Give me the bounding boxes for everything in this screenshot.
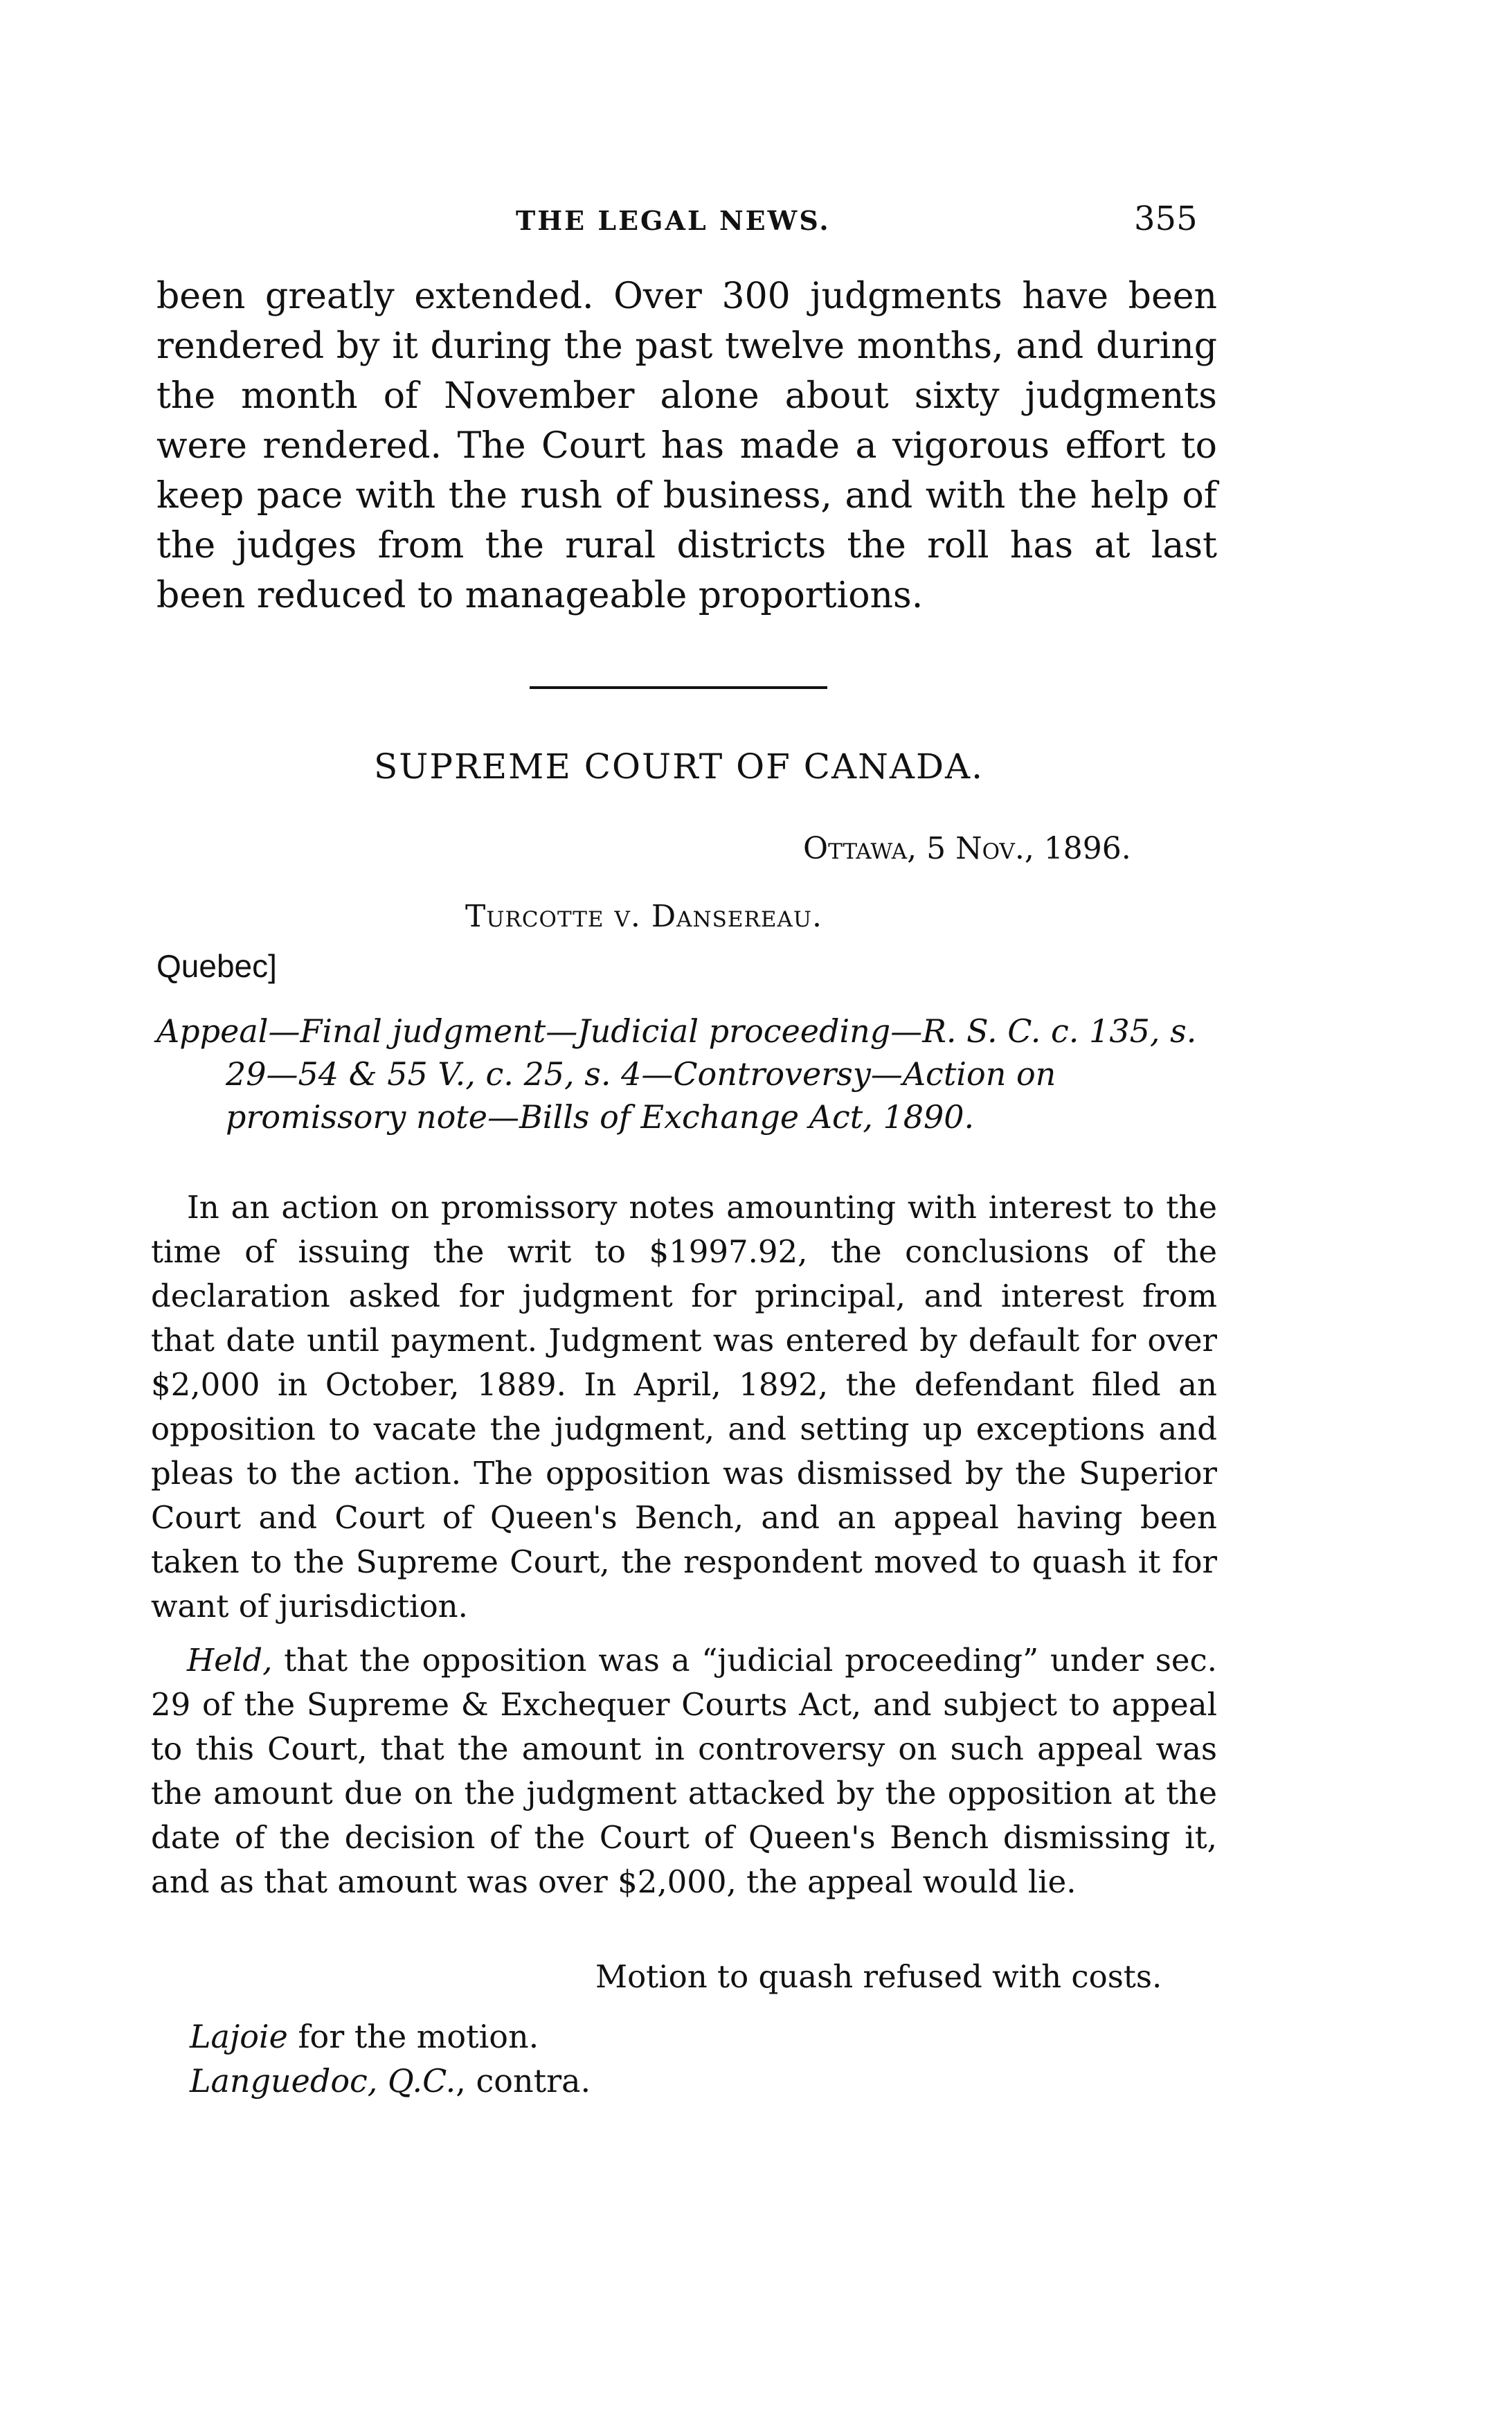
- jurisdiction-label: Quebec]: [156, 948, 277, 984]
- section-title: SUPREME COURT OF CANADA.: [374, 746, 984, 787]
- counsel-name: Lajoie: [190, 2018, 288, 2055]
- case-name: Turcotte v. Dansereau.: [465, 899, 822, 934]
- result-line: Motion to quash refused with costs.: [595, 1958, 1162, 1995]
- held-text: that the opposition was a “judicial proceeding” under sec. 29 of the Supreme & Exchequer Courts Act, and subject to appeal to this Court, that the amount in controversy on such appeal was the amount due on the judgment attacked by the opposition at the date of the decision of the Court of Queen's Bench dismissing it, and as that amount was over $2,000, the appeal would lie.: [151, 1642, 1217, 1900]
- intro-paragraph: been greatly extended. Over 300 judgments have been rendered by it during the past twelve months, and during the month of November alone about sixty judgments were rendered. The Court has made a vigorous effort to keep pace with the rush of business, and with the help of the judges from the rural districts the roll has at last been reduced to manageable proportions.: [156, 276, 1217, 616]
- counsel-line-2: [190, 2062, 591, 2100]
- facts-paragraph: [151, 1185, 1217, 1629]
- headnote: Appeal—Final judgment—Judicial proceeding—R. S. C. c. 135, s. 29—54 & 55 V., c. 25, s. 4—Controversy—Action on promissory note—Bills of Exchange Act, 1890.: [156, 1012, 1197, 1136]
- running-title: THE LEGAL NEWS.: [516, 205, 831, 236]
- section-divider: [530, 686, 827, 689]
- counsel-role: for the motion.: [287, 2018, 539, 2055]
- held-paragraph: [151, 1638, 1217, 1904]
- page-number: 355: [1134, 199, 1198, 238]
- date-line: Ottawa, 5 Nov., 1896.: [803, 831, 1131, 866]
- counsel-name: Languedoc, Q.C.: [190, 2062, 456, 2100]
- counsel-line-1: [190, 2018, 539, 2055]
- facts-text: In an action on promissory notes amounting with interest to the time of issuing the writ to $1997.92, the conclusions of the declaration asked for judgment for principal, and interest from that date until payment. Judgment was entered by default for over $2,000 in October, 1889. In April, 1892, the defendant filed an opposition to vacate the judgment, and setting up exceptions and pleas to the action. The opposition was dismissed by the Superior Court and Court of Queen's Bench, and an appeal having been taken to the Supreme Court, the respondent moved to quash it for want of jurisdiction.: [151, 1189, 1217, 1625]
- held-label: Held,: [187, 1642, 273, 1679]
- counsel-role: , contra.: [456, 2062, 591, 2100]
